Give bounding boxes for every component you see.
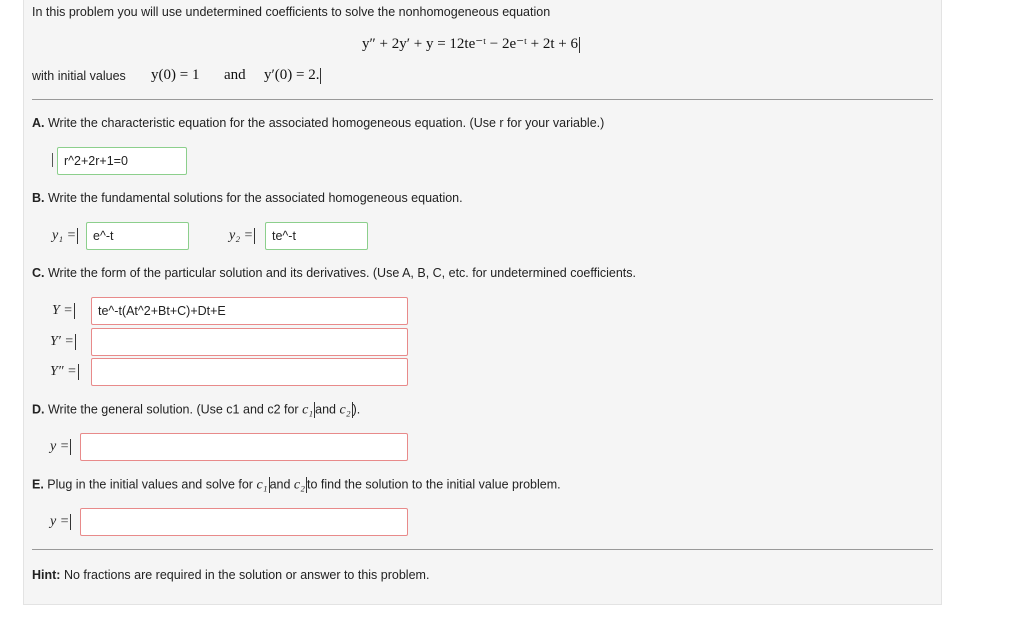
part-a-marker bbox=[52, 153, 53, 167]
general-solution-label: y = bbox=[50, 439, 70, 455]
initial-y0: y(0) = 1 bbox=[151, 67, 200, 83]
intro-text: In this problem you will use undetermined coefficients to solve the nonhomogeneous equation bbox=[32, 5, 551, 19]
part-a-instruction: A. Write the characteristic equation for the associated homogeneous equation. (Use r for your variable.) bbox=[32, 116, 605, 130]
part-d-instruction: D. Write the general solution. (Use c1 and c2 for c₁ and c₂ ). bbox=[32, 402, 361, 418]
Y-label: Y = bbox=[52, 303, 73, 319]
Yp-label: Y′ = bbox=[50, 334, 74, 350]
general-solution-input[interactable] bbox=[80, 433, 408, 461]
initial-values-label: with initial values bbox=[32, 69, 126, 83]
divider-top bbox=[32, 99, 933, 100]
hint-text: Hint: No fractions are required in the solution or answer to this problem. bbox=[32, 568, 430, 582]
Ypp-label: Y″ = bbox=[50, 364, 77, 380]
part-b-instruction: B. Write the fundamental solutions for the associated homogeneous equation. bbox=[32, 191, 463, 205]
y2-input[interactable] bbox=[265, 222, 368, 250]
main-equation: y″ + 2y′ + y = 12te⁻ᵗ − 2e⁻ᵗ + 2t + 6 bbox=[362, 36, 579, 52]
y1-label: y₁ = bbox=[52, 228, 77, 244]
characteristic-equation-input[interactable] bbox=[57, 147, 187, 175]
y1-input[interactable] bbox=[86, 222, 189, 250]
particular-derivative-input[interactable] bbox=[91, 328, 408, 356]
divider-bottom bbox=[32, 549, 933, 550]
particular-second-derivative-input[interactable] bbox=[91, 358, 408, 386]
ivp-solution-label: y = bbox=[50, 514, 70, 530]
part-e-instruction: E. Plug in the initial values and solve for c₁ and c₂ to find the solution to the initial value problem. bbox=[32, 477, 561, 493]
y2-label: y₂ = bbox=[229, 228, 254, 244]
initial-and: and bbox=[224, 67, 246, 83]
part-c-instruction: C. Write the form of the particular solution and its derivatives. (Use A, B, C, etc. for undetermined coefficients. bbox=[32, 266, 636, 280]
ivp-solution-input[interactable] bbox=[80, 508, 408, 536]
initial-yp0: y′(0) = 2. bbox=[264, 67, 320, 83]
particular-solution-input[interactable] bbox=[91, 297, 408, 325]
